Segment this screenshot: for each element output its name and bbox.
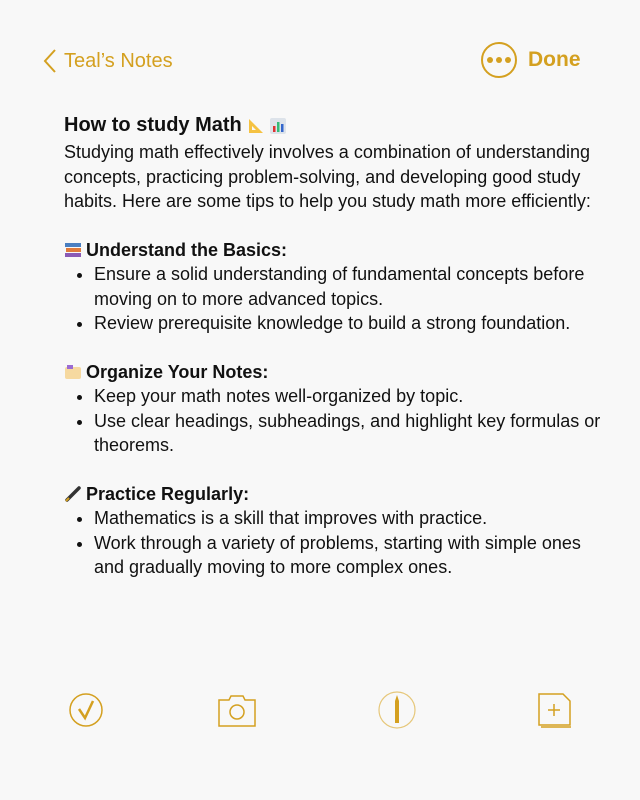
ellipsis-icon <box>487 57 493 63</box>
triangular-ruler-icon <box>247 117 265 135</box>
folder-icon <box>64 363 82 381</box>
bar-chart-icon <box>269 117 287 135</box>
list-item: • Mathematics is a skill that improves with practice. <box>94 506 604 531</box>
nav-bar <box>0 0 640 110</box>
camera-button[interactable] <box>217 690 257 730</box>
list-item: • Use clear headings, subheadings, and highlight key formulas or theorems. <box>94 409 604 458</box>
chevron-left-icon <box>42 48 58 74</box>
note-intro: Studying math effectively involves a combination of understanding concepts, practicing problem-solving, and developing good study habits. Here are some tips to help you study math more efficiently: <box>64 142 591 211</box>
markup-icon <box>377 690 417 730</box>
checklist-icon <box>68 692 104 728</box>
section-heading: Practice Regularly: <box>86 483 250 504</box>
section-organize <box>64 360 604 458</box>
note-title: How to study Math <box>64 112 604 138</box>
more-options-button[interactable] <box>481 42 517 78</box>
section-heading: Organize Your Notes: <box>86 361 269 382</box>
new-note-icon <box>536 691 574 729</box>
list-item: • Work through a variety of problems, starting with simple ones and gradually moving to more complex ones. <box>94 531 604 580</box>
back-label: Teal’s Notes <box>64 49 173 72</box>
done-button[interactable]: Done <box>528 48 581 71</box>
new-note-button[interactable] <box>535 690 575 730</box>
markup-button[interactable] <box>377 690 417 730</box>
list-item: • Keep your math notes well-organized by topic. <box>94 384 604 409</box>
section-heading: Understand the Basics: <box>86 239 288 260</box>
section-practice <box>64 482 604 580</box>
pen-icon <box>64 485 82 503</box>
back-button[interactable] <box>42 48 173 74</box>
books-icon <box>64 241 82 259</box>
checklist-button[interactable] <box>66 690 106 730</box>
section-basics <box>64 238 604 336</box>
list-item: • Ensure a solid understanding of fundamental concepts before moving on to more advanced topics. <box>94 262 604 311</box>
list-item: • Review prerequisite knowledge to build a strong foundation. <box>94 311 604 336</box>
camera-icon <box>217 692 257 728</box>
note-body[interactable] <box>64 112 604 580</box>
